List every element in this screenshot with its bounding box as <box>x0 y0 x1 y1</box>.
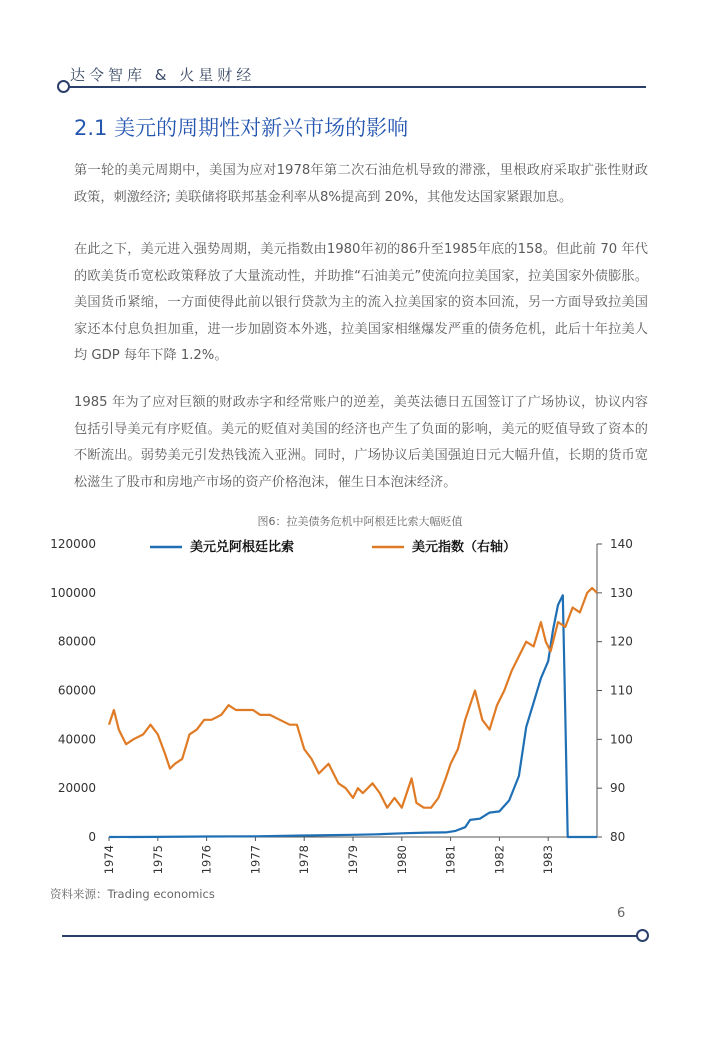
left-tick-label: 120000 <box>50 537 96 551</box>
left-tick-label: 60000 <box>57 683 96 698</box>
header-rule <box>64 86 646 88</box>
x-tick-label: 1983 <box>541 845 556 875</box>
right-tick-label: 140 <box>610 537 633 551</box>
legend-label-usd-ars: 美元兑阿根廷比索 <box>190 540 295 555</box>
section-title: 2.1 美元的周期性对新兴市场的影响 <box>74 116 409 140</box>
series-line-dollar-index <box>109 588 597 808</box>
figure-source: 资料来源：Trading economics <box>50 887 215 901</box>
left-tick-label: 0 <box>88 830 96 844</box>
left-tick-label: 20000 <box>57 781 96 796</box>
footer-rule <box>62 935 642 937</box>
right-tick-label: 80 <box>610 830 626 844</box>
x-tick-label: 1978 <box>297 845 312 875</box>
x-tick-label: 1981 <box>443 845 458 875</box>
left-tick-label: 100000 <box>50 585 96 600</box>
left-tick-label: 80000 <box>57 634 96 649</box>
figure-caption: 图6：拉美债务危机中阿根廷比索大幅贬值 <box>257 515 463 528</box>
dual-axis-line-chart <box>40 530 660 880</box>
x-tick-label: 1980 <box>394 845 409 875</box>
footer-dot <box>636 929 649 942</box>
x-tick-label: 1982 <box>492 845 507 875</box>
right-tick-label: 120 <box>610 634 633 649</box>
paragraph-3: 1985 年为了应对巨额的财政赤字和经常账户的逆差，美英法德日五国签订了广场协议，协议内容包括引导美元有序贬值。美元的贬值对美国的经济也产生了负面的影响，美元的贬值导致了资本的不断流出。弱势美元引发热钱流入亚洲。同时，广场协议后美国强迫日元大幅升值，长期的货币宽松滋生了股市和房地产市场的资产价格泡沫，催生日本泡沫经济。 <box>74 395 648 490</box>
series-line-usd-ars <box>109 595 597 837</box>
legend-label-dollar-index: 美元指数（右轴） <box>412 540 517 555</box>
right-tick-label: 130 <box>610 585 633 600</box>
paragraph-1: 第一轮的美元周期中，美国为应对1978年第二次石油危机导致的滞涨，里根政府采取扩张性财政政策，刺激经济; 美联储将联邦基金利率从8%提高到 20%，其他发达国家紧跟加息。 <box>74 163 648 205</box>
page-number: 6 <box>617 906 626 921</box>
paragraph-2: 在此之下，美元进入强势周期，美元指数由1980年初的86升至1985年底的158。但此前 70 年代的欧美货币宽松政策释放了大量流动性，并助推“石油美元”使流向拉美国家，拉美国家外债膨胀。美国货币紧缩，一方面使得此前以银行贷款为主的流入拉美国家的资本回流，另一方面导致拉美国家还本付息负担加重，进一步加剧资本外逃，拉美国家相继爆发严重的债务危机，此后十年拉美人均 GDP 每年下降 1.2%。 <box>74 242 648 363</box>
x-tick-label: 1979 <box>346 845 360 875</box>
x-tick-label: 1975 <box>150 845 165 875</box>
x-tick-label: 1976 <box>199 845 214 875</box>
right-tick-label: 100 <box>610 732 633 747</box>
header-dot <box>57 80 70 93</box>
right-tick-label: 110 <box>610 683 633 698</box>
right-tick-label: 90 <box>610 781 626 796</box>
x-tick-label: 1974 <box>102 845 116 875</box>
left-tick-label: 40000 <box>57 732 96 747</box>
x-tick-label: 1977 <box>248 845 263 875</box>
header-brand: 达令智库 & 火星财经 <box>70 66 256 84</box>
